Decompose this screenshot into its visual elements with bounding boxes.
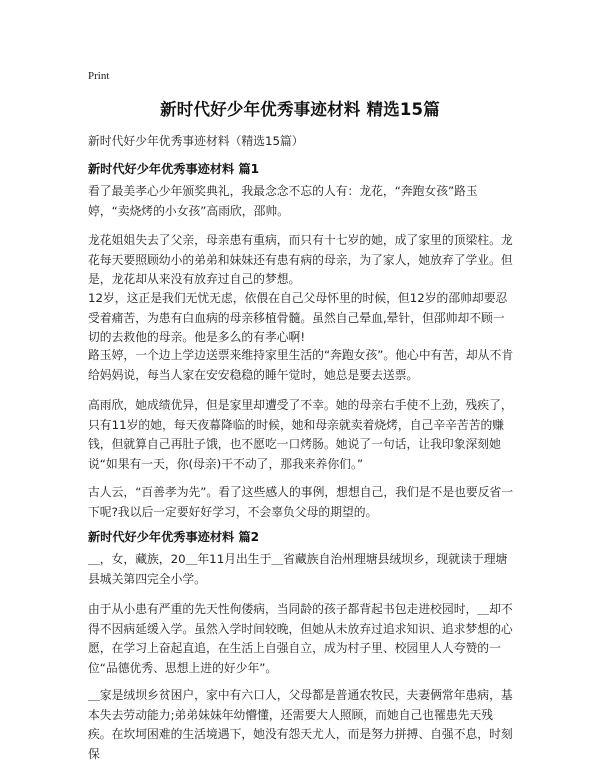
paragraph: 12岁，这正是我们无忧无虑，依偎在自己父母怀里的时候，但12岁的邵帅却要忍受着痛苦，为患有白血病的母亲移植骨髓。虽然自己晕血,晕针，但邵帅却不顾一切的去救他的母亲。他是多么的有孝心啊!: [88, 291, 508, 344]
page-title: 新时代好少年优秀事迹材料 精选15篇: [160, 100, 440, 119]
paragraph: 由于从小患有严重的先天性佝偻病，当同龄的孩子都背起书包走进校园时，＿却不得不因病延缓入学。虽然入学时间较晚，但她从未放弃过追求知识、追求梦想的心愿，在学习上奋起直追，在生活上自强自立，成为村子里、校园里人人夸赞的一位“品德优秀、思想上进的好少年”。: [88, 602, 513, 675]
paragraph: 看了最美孝心少年颁奖典礼，我最念念不忘的人有：龙花，“奔跑女孩”路玉婷，“卖烧烤的小女孩”高雨欣，邵帅。: [88, 184, 478, 218]
section-heading: 新时代好少年优秀事迹材料 篇1: [88, 162, 260, 176]
paragraph: 古人云，“百善孝为先”。看了这些感人的事例，想想自己，我们是不是也要反省一下呢?我以后一定要好好学习，不会辜负父母的期望的。: [88, 485, 514, 519]
paragraph: ＿，女，藏族，20＿年11月出生于＿省藏族自治州理塘县绒坝乡，现就读于理塘县城关第四完全小学。: [88, 552, 508, 586]
section-heading: 新时代好少年优秀事迹材料 篇2: [88, 530, 260, 544]
paragraph: 路玉婷，一个边上学边送票来维持家里生活的“奔跑女孩”。他心中有苦，却从不肯给妈妈说，每当人家在安安稳稳的睡午觉时，她总是要去送票。: [88, 348, 514, 382]
paragraph: 高雨欣，她成绩优异，但是家里却遭受了不幸。她的母亲右手使不上劲，残疾了，只有11岁的她，每天夜幕降临的时候，她和母亲就卖着烧烤，自己辛辛苦苦的赚钱，但就算自己再肚子饿，也不愿吃一口烤肠。她说了一句话，让我印象深刻她说“如果有一天，你(母亲)干不动了，那我来养你们。”: [88, 398, 513, 471]
paragraph: 龙花姐姐失去了父亲，母亲患有重病，而只有十七岁的她，成了家里的顶梁柱。龙花每天要照顾幼小的弟弟和妹妹还有患有病的母亲，为了家人，她放弃了学业。但是，龙花却从来没有放弃过自己的梦想。: [88, 233, 513, 286]
print-label: Print: [88, 70, 110, 82]
paragraph: ＿家是绒坝乡贫困户，家中有六口人，父母都是普通农牧民，夫妻俩常年患病，基本失去劳动能力;弟弟妹妹年幼懵懂，还需要大人照顾，而她自己也罹患先天残疾。在坎坷困难的生活境遇下，她没有怨天尤人，而是努力拼搏、自强不息，时刻保: [88, 688, 513, 761]
document-subtitle: 新时代好少年优秀事迹材料（精选15篇）: [88, 134, 304, 148]
